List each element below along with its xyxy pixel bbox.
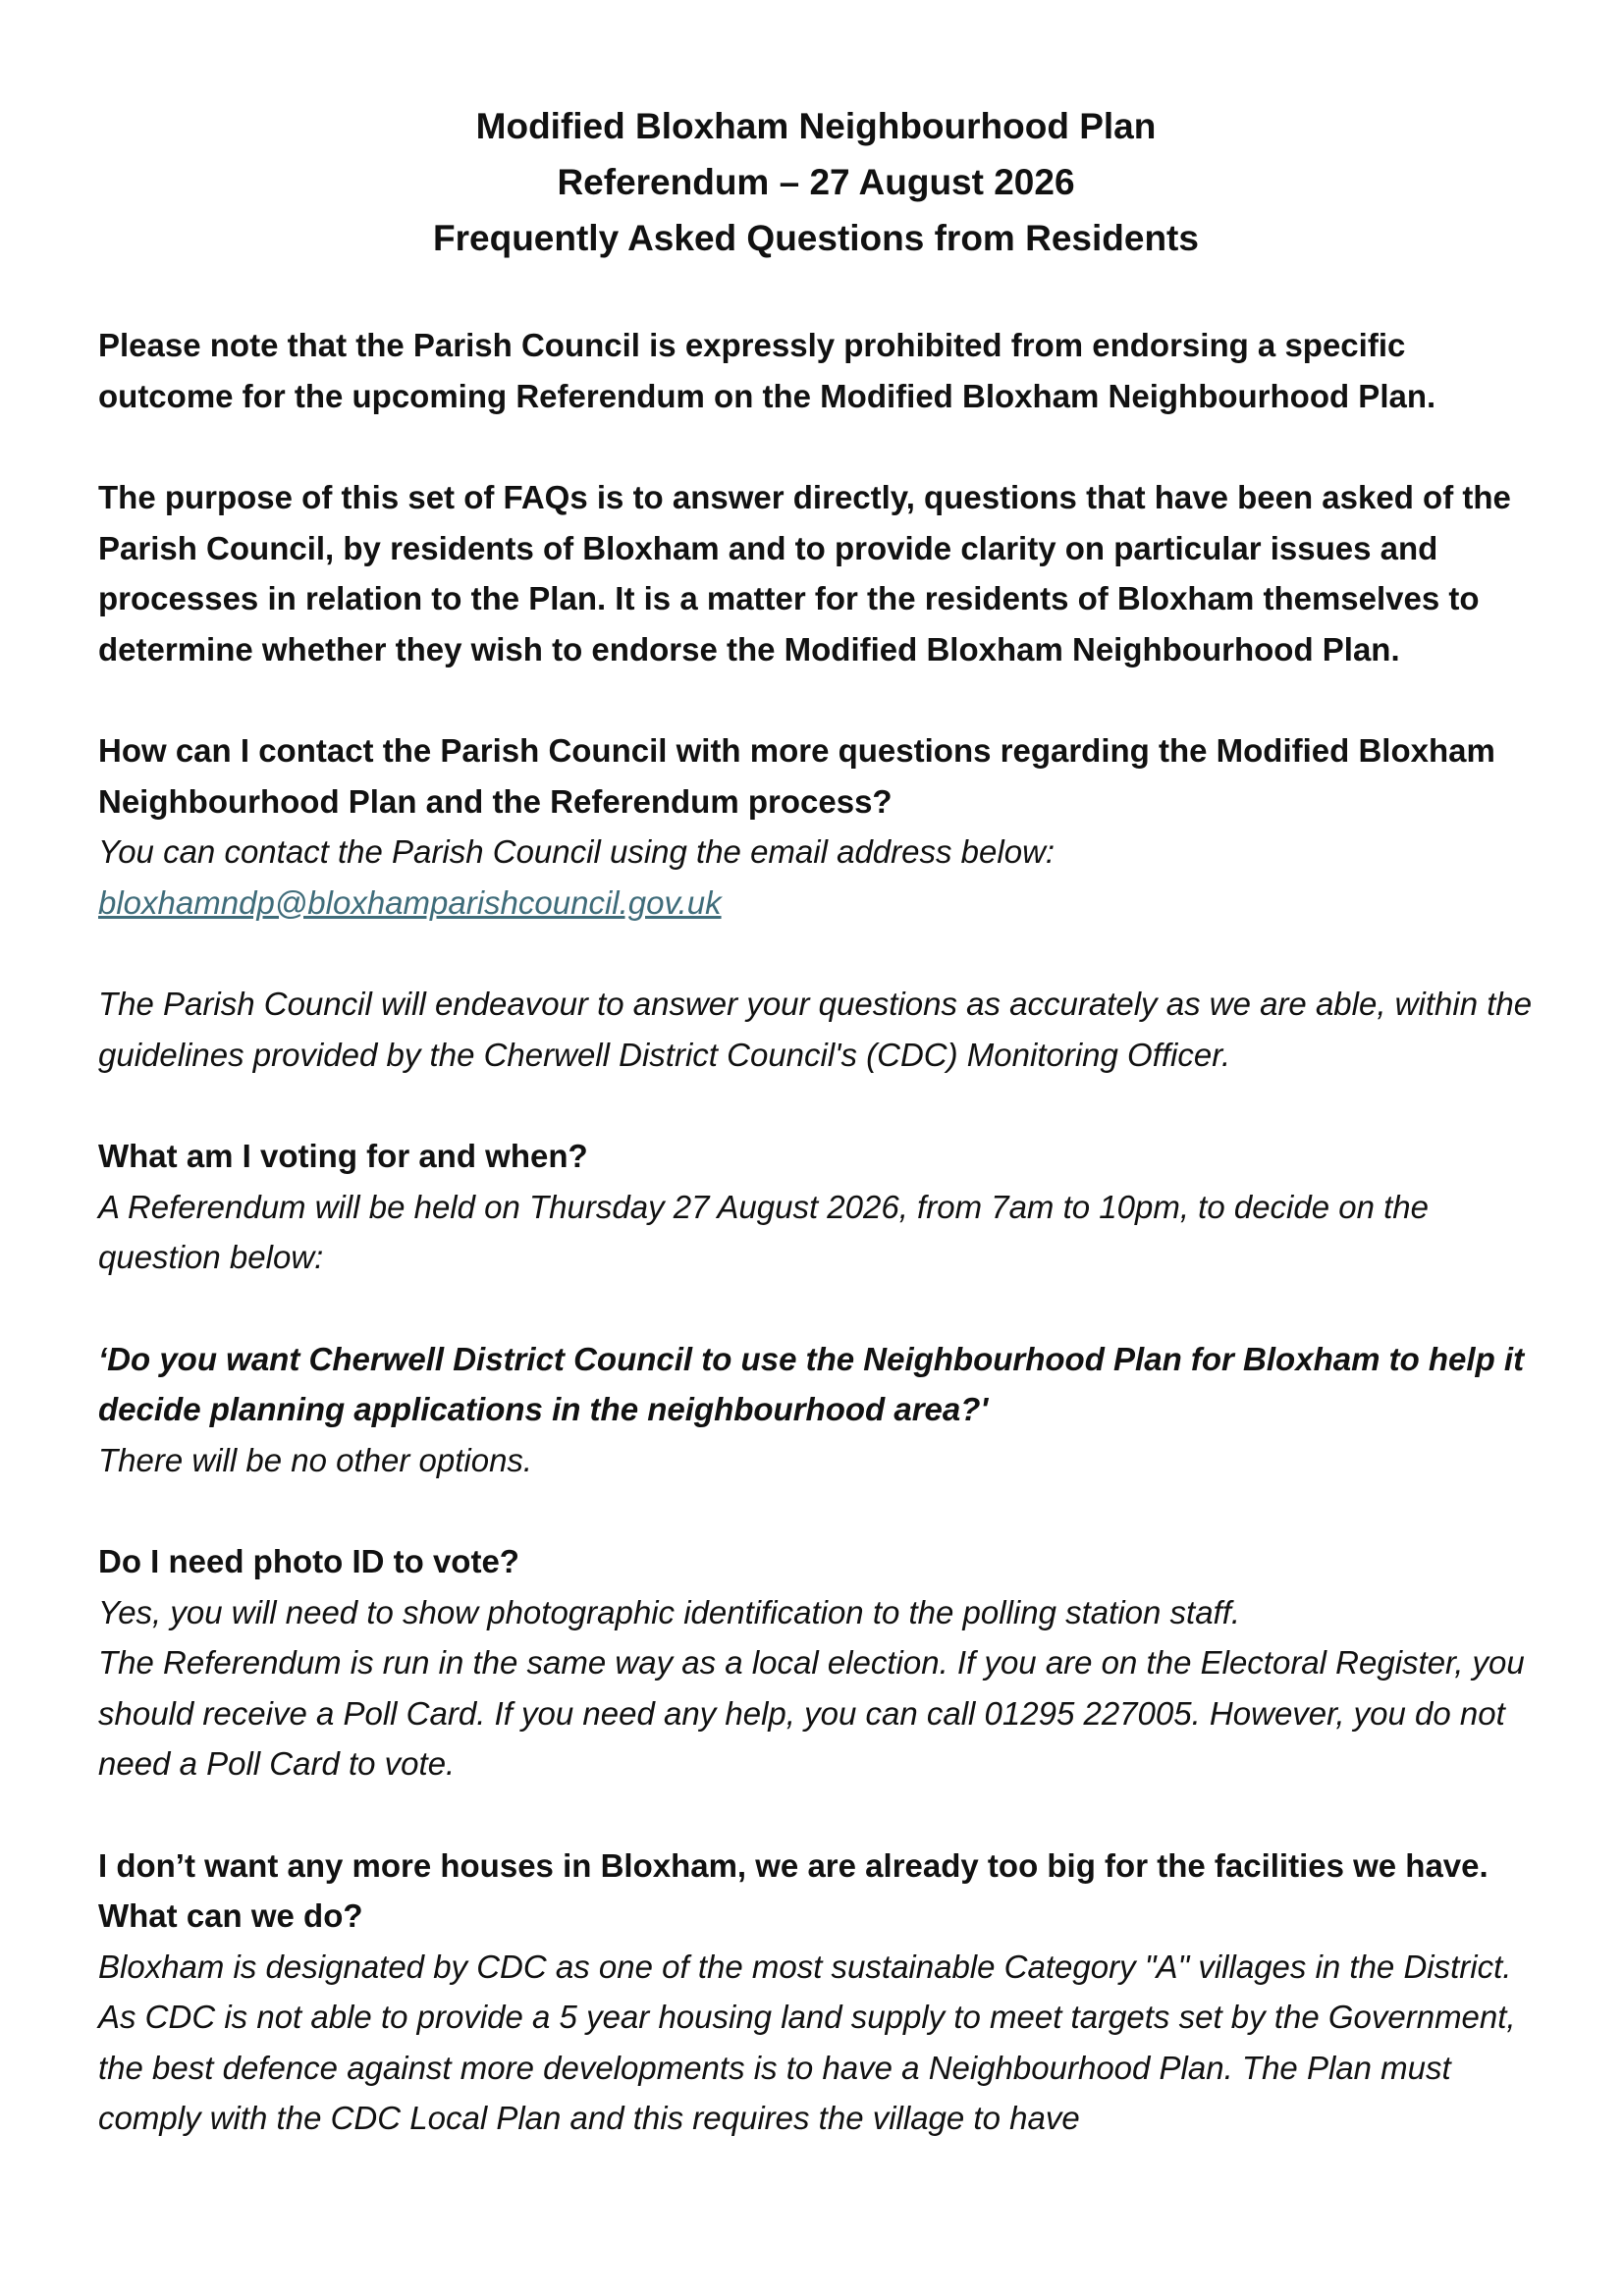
referendum-question: ‘Do you want Cherwell District Council to use the Neighbourhood Plan for Bloxham to help it decide planning applications in the neighbourhood area?' xyxy=(98,1340,1525,1427)
faq-question: Do I need photo ID to vote? xyxy=(98,1543,519,1579)
title-line-3: Frequently Asked Questions from Residents xyxy=(433,218,1199,258)
faq-answer: Bloxham is designated by CDC as one of the most sustainable Category "A" villages in the District. As CDC is not able to provide a 5 year housing land supply to meet targets set by the Government, the best defence against more developments is to have a Neighbourhood Plan. The Plan must comply with the CDC Local Plan and this requires the village to have xyxy=(98,1948,1516,2136)
intro-note: Please note that the Parish Council is expressly prohibited from endorsing a specific outcome for the upcoming Referendum on the Modified Bloxham Neighbourhood Plan. xyxy=(98,327,1436,414)
title-line-2: Referendum – 27 August 2026 xyxy=(557,162,1075,202)
faq-question: I don’t want any more houses in Bloxham, we are already too big for the facilities we have. What can we do? xyxy=(98,1846,1489,1934)
faq-housing xyxy=(98,1841,1534,2144)
faq-voting xyxy=(98,1131,1534,1283)
email-line xyxy=(98,878,1534,929)
faq-answer: Yes, you will need to show photographic identification to the polling station staff. xyxy=(98,1593,1241,1630)
faq-question: How can I contact the Parish Council with more questions regarding the Modified Bloxham Neighbourhood Plan and the Referendum process? xyxy=(98,732,1495,820)
intro-purpose: The purpose of this set of FAQs is to answer directly, questions that have been asked of the Parish Council, by residents of Bloxham and to provide clarity on particular issues and processes in relation to the Plan. It is a matter for the residents of Bloxham themselves to determine whether they wish to endorse the Modified Bloxham Neighbourhood Plan. xyxy=(98,479,1511,667)
faq-answer-continued: The Referendum is run in the same way as a local election. If you are on the Electoral Register, you should receive a Poll Card. If you need any help, you can call 01295 227005. However, you do not need a Poll Card to vote. xyxy=(98,1644,1525,1782)
faq-photo-id xyxy=(98,1536,1534,1789)
faq-answer-continued: There will be no other options. xyxy=(98,1441,533,1478)
faq-answer: A Referendum will be held on Thursday 27 August 2026, from 7am to 10pm, to decide on the question below: xyxy=(98,1188,1430,1275)
faq-answer: You can contact the Parish Council using the email address below: xyxy=(98,833,1056,870)
faq-answer-continued: The Parish Council will endeavour to answer your questions as accurately as we are able, within the guidelines provided by the Cherwell District Council's (CDC) Monitoring Officer. xyxy=(98,986,1533,1073)
faq-question: What am I voting for and when? xyxy=(98,1138,588,1174)
email-link[interactable]: bloxhamndp@bloxhamparishcouncil.gov.uk xyxy=(98,883,722,921)
referendum-question-block xyxy=(98,1334,1534,1486)
faq-contact xyxy=(98,725,1534,928)
title-line-1: Modified Bloxham Neighbourhood Plan xyxy=(475,106,1157,146)
document-title xyxy=(98,98,1534,266)
